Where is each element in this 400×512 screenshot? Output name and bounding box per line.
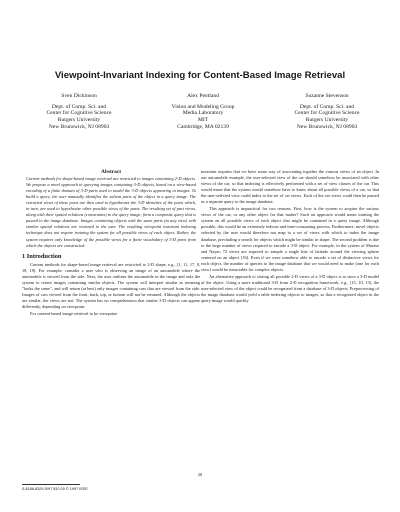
author-affiliation: Center for Cognitive Science bbox=[46, 110, 112, 117]
section-heading: 1 Introduction bbox=[22, 252, 62, 260]
author-name: Suzanne Stevenson bbox=[305, 93, 349, 99]
author-affiliation: Dept. of Comp. Sci. and bbox=[299, 103, 355, 110]
author-affiliation: Rutgers University bbox=[57, 117, 101, 124]
author-affiliation: Vision and Modeling Group bbox=[171, 103, 235, 110]
author-affiliation: Rutgers University bbox=[305, 117, 349, 124]
abstract-heading: Abstract bbox=[100, 169, 122, 175]
body-paragraph: This approach is impractical for two reasons. First, how is the system to acquire the various views of the car, or any other object for that matter? Such an approach would mean training the system on all possible views of each object that might be contained in a query image. Although possible, this would be an extremely tedious and time-consuming process. Furthermore, novel objects selected by the user would therefore not map to a set of views with which to index the image database, precluding a search for objects which might be similar in shape. The second problem is due to the large number of views required to encode a 3-D object. For example, in the system of Murase and Nayar, 72 views are required to sample a single line of latitude around the viewing sphere centered on an object [16]. Even if we were somehow able to encode a set of distinctive views for each object, the number of queries to the image database that we would need to make (one for each view) would be intractable for complex objects. bbox=[201, 206, 379, 272]
body-paragraph: For content-based image retrieval to be viewpoint- bbox=[30, 311, 119, 317]
abstract-text: Current methods for shape-based image retrieval are restricted to images containing 2-D objects. We propose a novel approach to querying images containing 3-D objects, based on a view-based encoding of a finite domain of 3-D parts used to model the 3-D objects appearing in images. To build a query, the user manually identifies the salient parts of the object in a query image. The extracted views of these parts are then used to hypothesize the 3-D identities of the parts which, in turn, are used to hypothesize other possible views of the parts. The resulting set of part views, along with their spatial relations (constraints) in the query image, form a composite query that is passed to the image database. Images containing objects with the same parts (in any view) with similar spatial relations are returned to the user. The resulting viewpoint invariant indexing technique does not require training the system for all possible views of each object. Rather, the system requires only knowledge of the possible views for a finite vocabulary of 3-D parts from which the objects are constructed. bbox=[26, 176, 196, 248]
author-affiliation: Cambridge, MA 02139 bbox=[177, 123, 229, 130]
author-name: Alex Pentland bbox=[187, 93, 219, 99]
paper-title: Viewpoint-Invariant Indexing for Content-Based Image Retrieval bbox=[54, 70, 346, 81]
right-column bbox=[201, 169, 379, 305]
author-affiliation: Dept. of Comp. Sci. and bbox=[51, 103, 107, 110]
author bbox=[144, 93, 262, 131]
author-affiliation: Center for Cognitive Science bbox=[294, 110, 360, 117]
page-number: 20 bbox=[197, 472, 203, 477]
author-block bbox=[20, 93, 386, 131]
author-affiliation: New Brunswick, NJ 08903 bbox=[48, 123, 110, 130]
body-paragraph: Current methods for shape-based image retrieval are restricted to 2-D shape, e.g., [1, 11, 17, 8, 18, 19]. For example, consider a user who is observing an image of an automobile where the automobile is viewed from the side. Next, the user outlines the automobile in the image and asks the system to return images containing similar objects. The system will interpret similar as meaning "looks the same", and will return (at best) only images containing cars that are viewed from the side. Images of cars viewed from the front, back, top, or bottom will not be returned. Although the objects are similar, the views are not. The system has no comprehension that similar 3-D objects can appear differently, depending on viewpoint. bbox=[22, 261, 200, 309]
author-affiliation: Media Laboratory bbox=[182, 110, 224, 117]
body-paragraph: An alternative approach to storing all possible 2-D views of a 3-D object is to store a 3-D model of the object. Using a more traditional 3-D from 2-D recognition framework, e.g., [15, 10, 13], the user-selected view of the object could be recognized from a database of 3-D objects. Preprocessing of the image database would yield a table indexing objects to images, so that a recognized object in the query image would quickly bbox=[201, 273, 379, 303]
author bbox=[20, 93, 138, 131]
copyright-footer: 0-8186-8329-5/97 $10.00 © 1997 IEEE bbox=[22, 487, 88, 491]
body-paragraph: invariant requires that we have some way of associating together the various views of an object. In our automobile example, the user-selected view of the car should somehow be associated with other views of the car, so that indexing is effectively performed with a set of view classes of the car. This would mean that the system would somehow have to know about all possible views of a car, so that the user-selected view could index to the set of car views. Each of the car views could then be passed as a separate query to the image database. bbox=[201, 169, 379, 205]
author-affiliation: MIT bbox=[197, 117, 209, 124]
author-name: Sven Dickinson bbox=[61, 93, 97, 99]
footer-rule bbox=[22, 484, 80, 485]
author-affiliation: New Brunswick, NJ 08903 bbox=[296, 123, 358, 130]
author bbox=[268, 93, 386, 131]
left-column bbox=[22, 169, 200, 318]
